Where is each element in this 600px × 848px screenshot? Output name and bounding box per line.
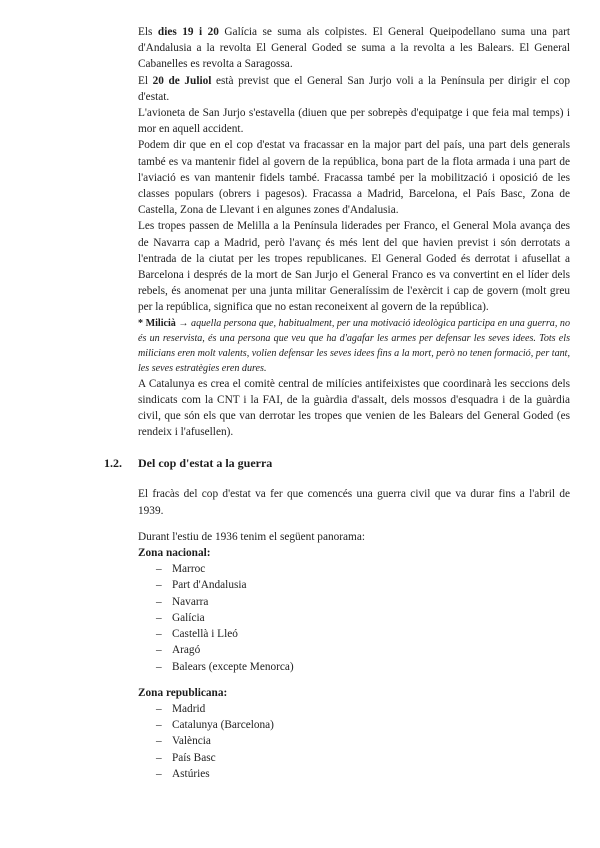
list-item: – Madrid	[156, 702, 206, 715]
list-item: – Catalunya (Barcelona)	[156, 719, 274, 732]
list-item: – València	[156, 735, 211, 748]
paragraph-fracas: Podem dir que en el cop d'estat va fracassar en la major part del país, una part dels generals també es va mantenir fidel al govern de la república, bona part de la flota armada i una part de l'aviació es van mantenir fidels també. Fracassa també per la mobilització i oposició de les classes populars (obrers i pagesos). Fracassa a Madrid, Barcelona, el País Basc, Zona de Castella, Zona de Llevant i en algunes zones d'Andalusia.	[138, 139, 570, 217]
list-item: – Astúries	[156, 767, 210, 780]
section-title: Del cop d'estat a la guerra	[138, 456, 273, 471]
paragraph-tropes: Les tropes passen de Melilla a la Península liderades per Franco, el General Mola avança des de Navarra cap a Madrid, però l'avanç és més lent del que havien previst i són derrotats a l'entrada de la ciutat per les tropes republicanes. El General Goded és derrotat i afusellat a Barcelona i després de la mort de San Jurjo el General Franco es va convertint en el líder dels rebels, és anomenat per una junta militar Generalíssim de l'exèrcit i cap de govern (molt greu per la república, significa que no estan reconeixent al govern de la república).	[138, 220, 570, 314]
note-text: aquella persona que, habitualment, per una motivació ideològica participa en una guerra, no és un reservista, és una persona que veu que ha d'agafar les armes per defensar les seves idees. Tots els milicians eren molt valents, volien defensar les seves idees fins a la mort, però no tenen formació, per tant, les seves estratègies eren dures.	[138, 317, 570, 374]
list-item: – Navarra	[156, 595, 209, 608]
paragraph-avioneta: L'avioneta de San Jurjo s'estavella (diuen que per sobrepès d'equipatge i que feia mal temps) i mor en aquell accident.	[138, 107, 570, 136]
paragraph-catalunya: A Catalunya es crea el comitè central de milícies antifeixistes que coordinarà les seccions dels sindicats com la CNT i la FAI, de la guàrdia d'assalt, dels mossos d'esquadra i de la guàrdia civil, que són els que van derrotar les tropes que venien de les Balears del General Goded (es rendeix i l'afusellen).	[138, 377, 570, 439]
list-item: – País Basc	[156, 751, 216, 764]
paragraph-20-juliol	[138, 73, 570, 105]
paragraph-dies-19-20	[138, 24, 570, 73]
list-item: – Aragó	[156, 644, 201, 657]
bold-date: dies 19 i 20	[157, 26, 219, 38]
milicia-definition-note	[138, 316, 570, 376]
list-item: – Balears (excepte Menorca)	[156, 660, 294, 673]
zone-republicana-title: Zona republicana:	[138, 686, 228, 699]
panorama-line: Durant l'estiu de 1936 tenim el següent panorama:	[138, 530, 365, 543]
text: Els	[138, 26, 158, 38]
section-number: 1.2.	[104, 456, 122, 471]
page-content	[104, 24, 570, 782]
list-item: – Part d'Andalusia	[156, 579, 247, 592]
zone-nacional-list	[138, 561, 570, 674]
note-lead: * Milicià →	[138, 317, 189, 329]
list-item: – Marroc	[156, 563, 206, 576]
text: El	[138, 74, 153, 87]
text: Galícia se suma als colpistes. El General Queipodellano suma una part d'Andalusia a la revolta El General Goded se suma a la revolta a les Balears. El General Cabanelles es revolta a Saragossa.	[138, 26, 570, 71]
zone-republicana-list	[138, 701, 570, 782]
section-heading	[104, 454, 570, 472]
section-intro: El fracàs del cop d'estat va fer que comencés una guerra civil que va durar fins a l'abril de 1939.	[138, 488, 570, 517]
list-item: – Galícia	[156, 611, 205, 624]
zone-nacional-title: Zona nacional:	[138, 547, 211, 560]
list-item: – Castellà i Lleó	[156, 628, 238, 641]
bold-date: 20 de Juliol	[152, 74, 212, 87]
text: està previst que el General San Jurjo voli a la Península per dirigir el cop d'estat.	[138, 74, 570, 103]
